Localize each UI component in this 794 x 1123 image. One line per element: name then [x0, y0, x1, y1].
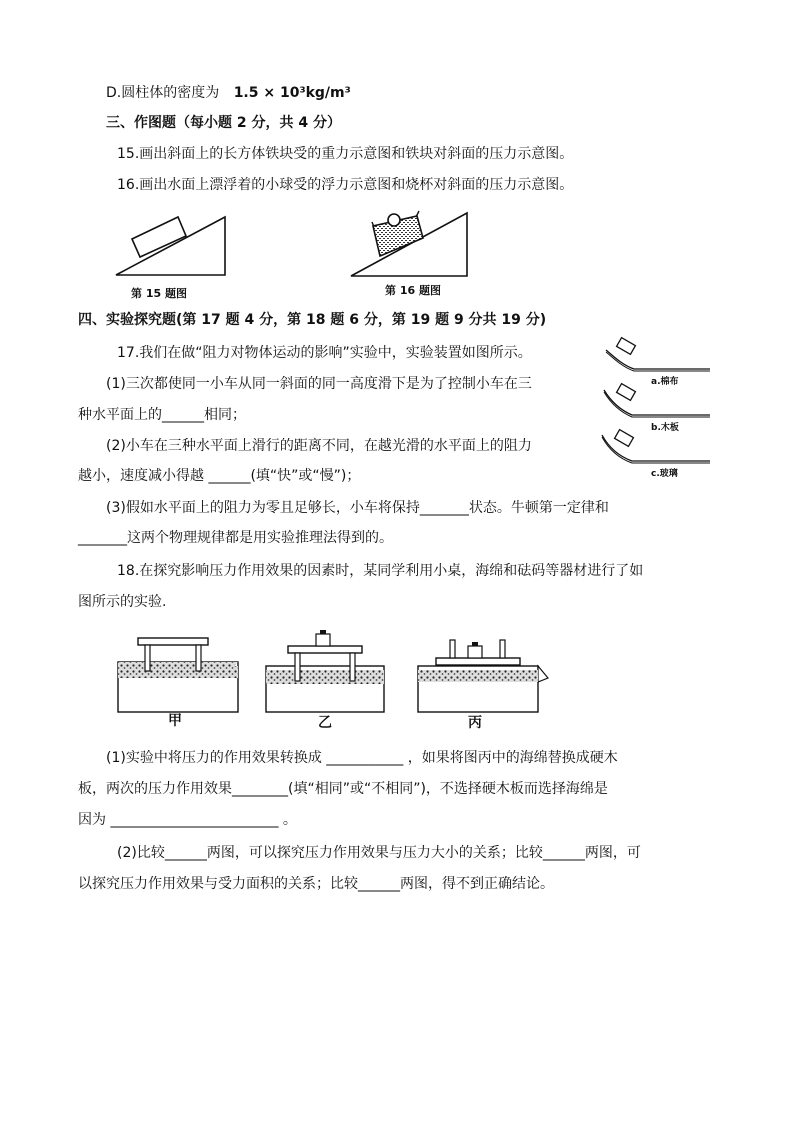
q18-pressure-figure [108, 628, 558, 718]
q14-density-formula: 1.5 × 10³kg/m³ [233, 85, 351, 101]
q17-label-a: a.棉布 [651, 377, 679, 387]
q18-part2-line1: (2)比较______两图，可以探究压力作用效果与压力大小的关系；比较______两图，可 [117, 845, 641, 861]
q18-part1-line2: 板，两次的压力作用效果________(填“相同”或“不相同”)，不选择硬木板而选择海绵是 [78, 781, 608, 797]
q17-intro: 17.我们在做“阻力对物体运动的影响”实验中，实验装置如图所示。 [117, 345, 532, 361]
q17-part3-line2: _______这两个物理规律都是用实验推理法得到的。 [78, 530, 393, 546]
q17-part1-line2: 种水平面上的______相同； [78, 407, 246, 423]
q18-part2-line2: 以探究压力作用效果与受力面积的关系；比较______两图，得不到正确结论。 [78, 876, 554, 892]
setup-jia [118, 638, 238, 712]
incline-b-wood [604, 384, 710, 417]
q15-text: 15.画出斜面上的长方体铁块受的重力示意图和铁块对斜面的压力示意图。 [117, 146, 574, 162]
q17-part3-line1: (3)假如水平面上的阻力为零且足够长，小车将保持_______状态。牛顿第一定律和 [106, 500, 609, 516]
q17-part1-line1: (1)三次都使同一小车从同一斜面的同一高度滑下是为了控制小车在三 [106, 376, 532, 392]
q17-label-c: c.玻璃 [651, 469, 678, 479]
q18-part1-line1: (1)实验中将压力的作用效果转换成 ___________ ，如果将图丙中的海绵替换成硬木 [106, 750, 618, 766]
q18-label-bing: 丙 [468, 715, 482, 731]
q17-part2-line1: (2)小车在三种水平面上滑行的距离不同，在越光滑的水平面上的阻力 [106, 438, 532, 454]
q17-part2-line2: 越小，速度减小得越 ______(填“快”或“慢”)； [78, 468, 361, 484]
q17-cart-figure [598, 335, 714, 475]
setup-bing [418, 640, 548, 712]
q16-text: 16.画出水面上漂浮着的小球受的浮力示意图和烧杯对斜面的压力示意图。 [117, 177, 574, 193]
q14-option-d [106, 83, 351, 103]
section4-heading: 四、实验探究题(第 17 题 4 分，第 18 题 6 分，第 19 题 9 分共 19 分) [78, 312, 547, 328]
q16-incline-beaker-figure [345, 208, 475, 280]
section3-heading: 三、作图题（每小题 2 分，共 4 分） [106, 115, 341, 131]
q18-label-jia: 甲 [168, 713, 182, 729]
q16-caption: 第 16 题图 [385, 284, 441, 297]
incline-a-cotton [606, 338, 710, 371]
incline-c-glass [602, 430, 710, 463]
q18-intro-line1: 18.在探究影响压力作用效果的因素时，某同学利用小桌，海绵和砝码等器材进行了如 [117, 563, 644, 579]
q14-option-d-text: D.圆柱体的密度为 [106, 85, 220, 101]
q15-incline-figure [110, 205, 235, 280]
setup-yi [266, 630, 384, 712]
q17-label-b: b.木板 [651, 423, 679, 433]
q18-label-yi: 乙 [318, 715, 332, 731]
q18-part1-line3: 因为 ________________________ 。 [78, 812, 297, 828]
q18-intro-line2: 图所示的实验. [78, 594, 167, 610]
q15-caption: 第 15 题图 [131, 287, 187, 300]
